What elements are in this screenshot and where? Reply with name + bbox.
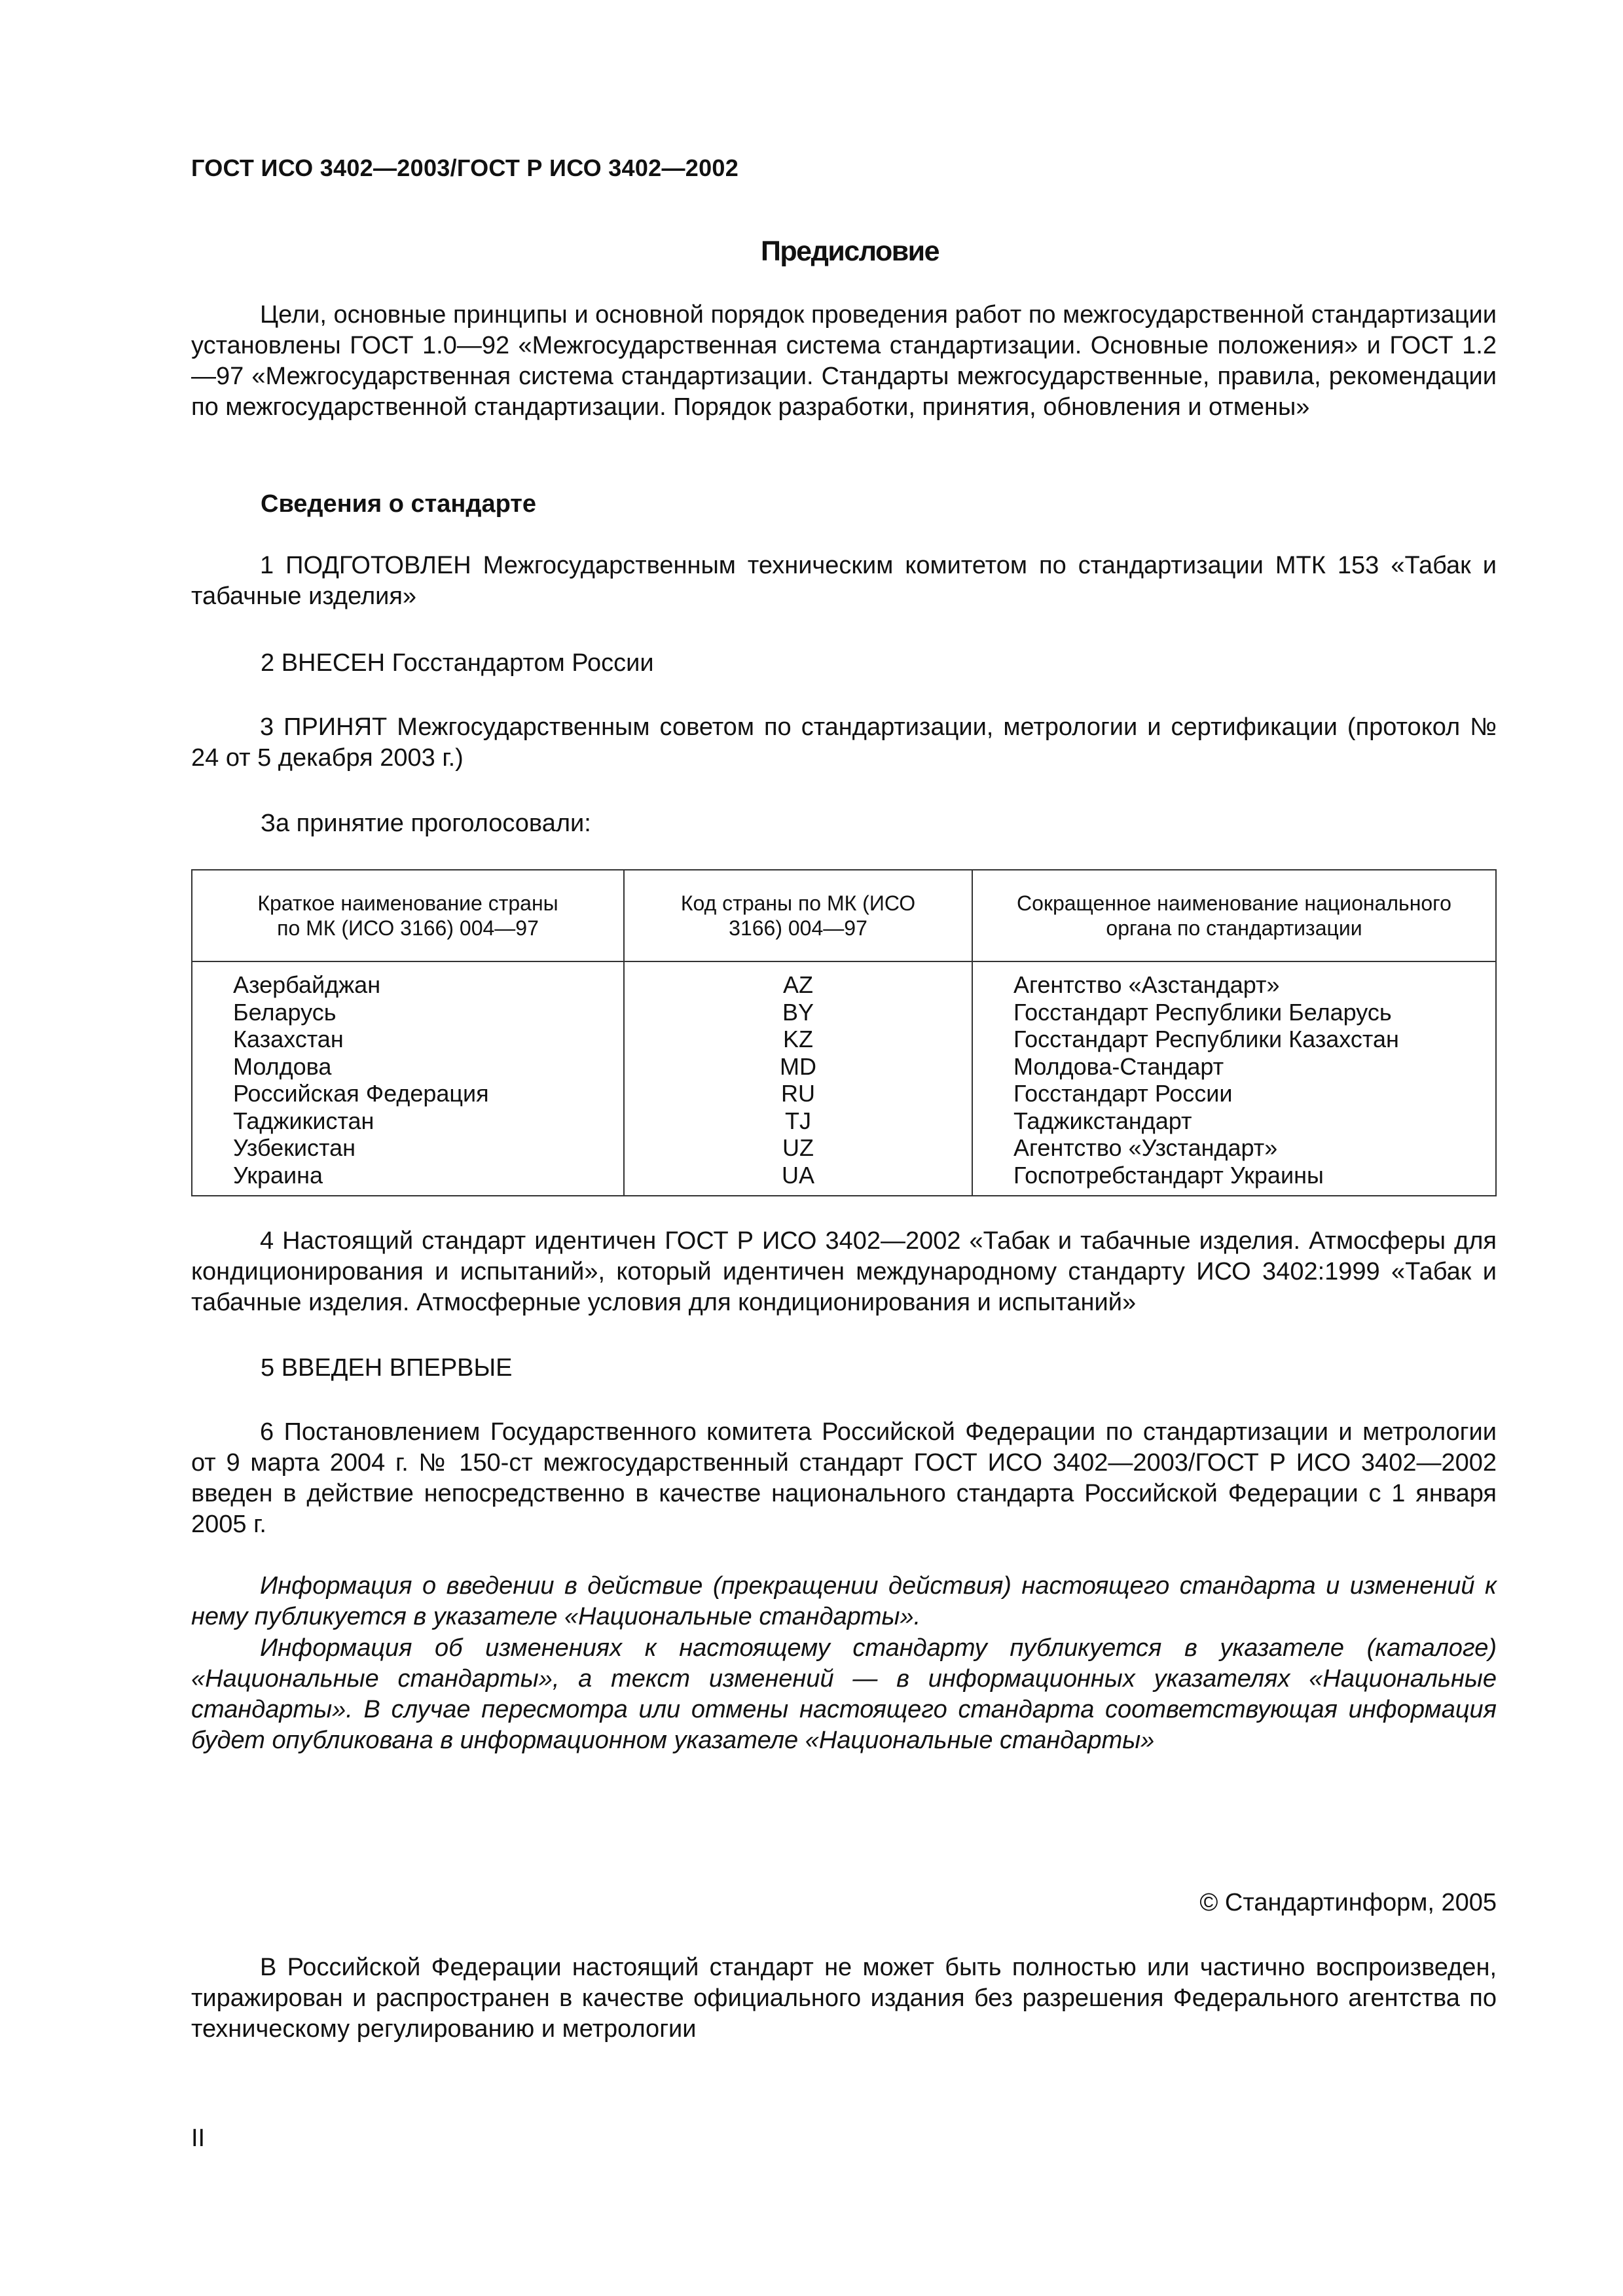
standards-body: Госстандарт Республики Беларусь xyxy=(1013,998,1392,1026)
column-header-country: Краткое наименование страны по МК (ИСО 3166) 004—97 xyxy=(192,870,624,961)
notice-text: В Российской Федерации настоящий стандарт не может быть полностью или частично воспроизведен, тиражирован и распространен в качестве официального издания без разрешения Федерального агентства по техническому регулированию и метрологии xyxy=(191,1954,1497,2043)
standards-body: Агентство «Узстандарт» xyxy=(1013,1134,1278,1161)
item-4 xyxy=(191,1226,1497,1318)
item-3-text: 3 ПРИНЯТ Межгосударственным советом по стандартизации, метрологии и сертификации (протокол № 24 от 5 декабря 2003 г.) xyxy=(191,713,1497,772)
item-6-text: 6 Постановлением Государственного комитета Российской Федерации по стандартизации и метрологии от 9 марта 2004 г. № 150-ст межгосударственный стандарт ГОСТ ИСО 3402—2003/ГОСТ Р ИСО 3402—2002 введен в действие непосредственно в качестве национального стандарта Российской Федерации с 1 января 2005 г. xyxy=(191,1418,1497,1538)
country-name: Азербайджан xyxy=(233,971,381,998)
item-3 xyxy=(191,712,1497,774)
item-1 xyxy=(191,550,1497,612)
standards-body: Таджикстандарт xyxy=(1013,1107,1192,1134)
country-code: BY xyxy=(782,998,814,1026)
info-1-text: Информация о введении в действие (прекращении действия) настоящего стандарта и изменений к нему публикуется в указателе «Национальные стандарты». xyxy=(191,1572,1497,1630)
item-6 xyxy=(191,1417,1497,1540)
standards-body: Госстандарт России xyxy=(1013,1080,1233,1107)
country-name: Казахстан xyxy=(233,1026,344,1052)
country-name: Молдова xyxy=(233,1052,332,1080)
country-name: Узбекистан xyxy=(233,1134,356,1161)
item-1-text: 1 ПОДГОТОВЛЕН Межгосударственным техническим комитетом по стандартизации МТК 153 «Табак и табачные изделия» xyxy=(191,552,1497,610)
column-header-body: Сокращенное наименование национального органа по стандартизации xyxy=(972,870,1496,961)
document-header: ГОСТ ИСО 3402—2003/ГОСТ Р ИСО 3402—2002 xyxy=(191,154,739,181)
notice-paragraph xyxy=(191,1952,1497,2045)
intro-paragraph xyxy=(191,300,1497,423)
table-body-row xyxy=(192,961,1496,1196)
page-number: II xyxy=(191,2125,206,2152)
info-2-text: Информация об изменениях к настоящему стандарту публикуется в указателе (каталоге) «Национальные стандарты», а текст изменений — в информационных указателях «Национальные стандарты». В случае пересмотра или отмены настоящего стандарта соответствующая информация будет опубликована в информационном указателе «Национальные стандарты» xyxy=(191,1634,1497,1754)
table-header-row xyxy=(192,870,1496,961)
country-code: MD xyxy=(780,1052,816,1080)
country-name: Беларусь xyxy=(233,998,337,1026)
country-code: KZ xyxy=(782,1026,813,1052)
member-states-table xyxy=(191,869,1497,1196)
bodies-cell xyxy=(972,961,1496,1196)
intro-text: Цели, основные принципы и основной порядок проведения работ по межгосударственной стандартизации установлены ГОСТ 1.0—92 «Межгосударственная система стандартизации. Основные положения» и ГОСТ 1.2—97 «Межгосударственная система стандартизации. Стандарты межгосударственные, правила, рекомендации по межгосударственной стандартизации. Порядок разработки, принятия, обновления и отмены» xyxy=(191,301,1497,421)
page-title: Предисловие xyxy=(760,236,939,267)
country-name: Российская Федерация xyxy=(233,1080,489,1107)
country-code: UA xyxy=(781,1161,814,1189)
info-paragraph-1 xyxy=(191,1571,1497,1632)
country-code: RU xyxy=(781,1080,815,1107)
copyright: © Стандартинформ, 2005 xyxy=(1199,1889,1497,1916)
column-header-code: Код страны по МК (ИСО 3166) 004—97 xyxy=(624,870,972,961)
country-name: Таджикистан xyxy=(233,1107,374,1134)
standards-body: Агентство «Азстандарт» xyxy=(1013,971,1280,998)
item-5: 5 ВВЕДЕН ВПЕРВЫЕ xyxy=(261,1354,513,1382)
info-paragraph-2 xyxy=(191,1633,1497,1756)
country-code: UZ xyxy=(782,1134,814,1161)
section-heading: Сведения о стандарте xyxy=(261,490,537,518)
item-2: 2 ВНЕСЕН Госстандартом России xyxy=(261,649,654,677)
standards-body: Молдова-Стандарт xyxy=(1013,1052,1224,1080)
standards-body: Госпотребстандарт Украины xyxy=(1013,1161,1324,1189)
country-name: Украина xyxy=(233,1161,323,1189)
codes-cell xyxy=(624,961,972,1196)
countries-cell xyxy=(192,961,624,1196)
vote-label: За принятие проголосовали: xyxy=(261,810,591,837)
country-code: TJ xyxy=(785,1107,811,1134)
country-code: AZ xyxy=(782,971,813,998)
standards-body: Госстандарт Республики Казахстан xyxy=(1013,1026,1399,1052)
item-4-text: 4 Настоящий стандарт идентичен ГОСТ Р ИСО 3402—2002 «Табак и табачные изделия. Атмосферы для кондиционирования и испытаний», который идентичен международному стандарту ИСО 3402:1999 «Табак и табачные изделия. Атмосферные условия для кондиционирования и испытаний» xyxy=(191,1227,1497,1316)
document-page xyxy=(191,0,1497,2296)
